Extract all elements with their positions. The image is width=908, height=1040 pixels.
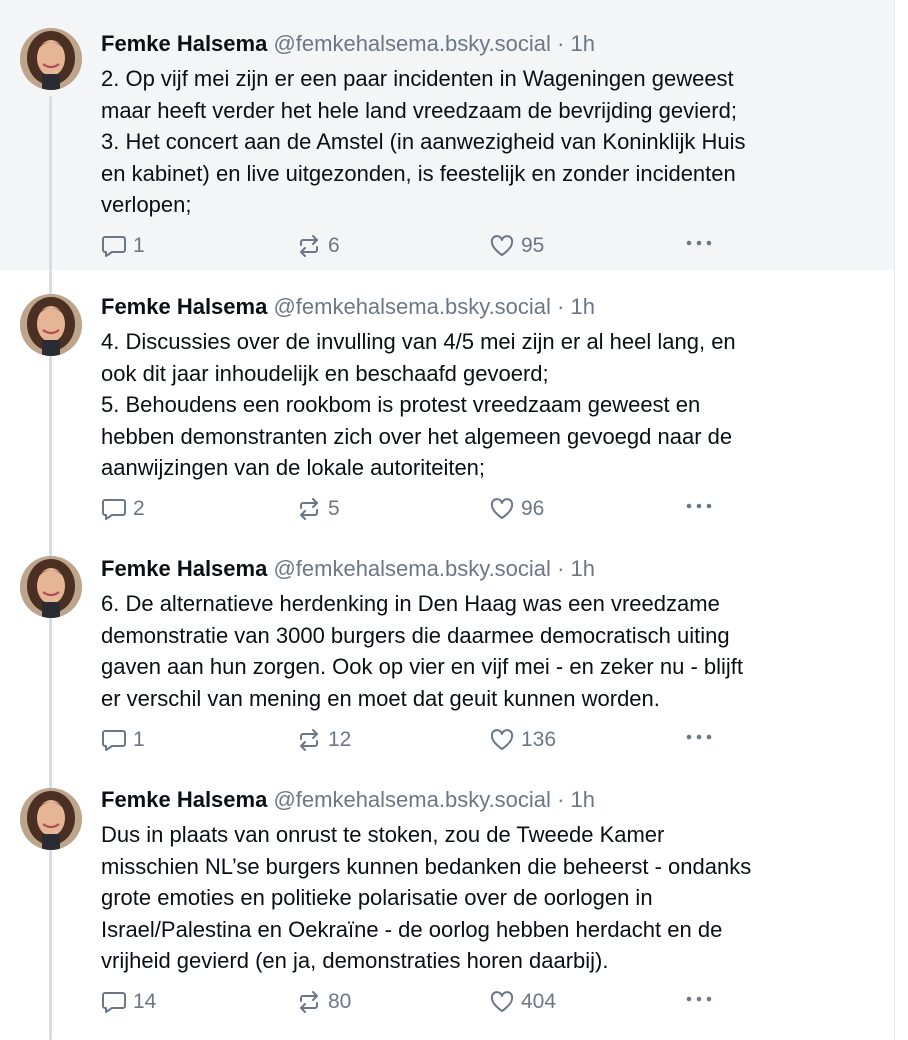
like-button[interactable] (489, 725, 556, 755)
post-header (101, 555, 595, 583)
reply-icon (101, 497, 127, 521)
post-text: 4. Discussies over de invulling van 4/5 mei zijn er al heel lang, en ook dit jaar inhoudelijk en beschaafd gevoerd; 5. Behoudens een rookbom is protest vreedzaam geweest en hebben demonstranten zich over het algemeen gevoegd naar de aanwijzingen van de lokale autoriteiten; (101, 329, 736, 480)
more-options-button[interactable] (684, 231, 714, 255)
author-name[interactable]: Femke Halsema (101, 294, 268, 319)
post-actions (101, 494, 721, 524)
like-button[interactable] (489, 987, 556, 1017)
repost-icon (296, 990, 322, 1014)
avatar-image (20, 294, 82, 356)
repost-count: 5 (328, 497, 340, 520)
post-actions (101, 987, 721, 1017)
post[interactable] (0, 532, 894, 764)
avatar[interactable] (20, 556, 82, 618)
repost-button[interactable] (296, 494, 340, 524)
more-options-button[interactable] (684, 494, 714, 518)
separator-dot: · (557, 294, 565, 319)
post-header (101, 786, 595, 814)
avatar-image (20, 788, 82, 850)
heart-icon (489, 728, 515, 752)
post-header (101, 293, 595, 321)
more-options-button[interactable] (684, 725, 714, 749)
repost-count: 12 (328, 728, 352, 751)
more-options-button[interactable] (684, 987, 714, 1011)
more-options-icon (684, 231, 714, 255)
reply-count: 1 (133, 234, 145, 257)
post-actions (101, 231, 721, 261)
reply-button[interactable] (101, 725, 145, 755)
repost-icon (296, 497, 322, 521)
post-text: 6. De alternatieve herdenking in Den Haag was een vreedzame demonstratie van 3000 burgers die daarmee democratisch uiting gaven aan hun zorgen. Ook op vier en vijf mei - en zeker nu - blijft er verschil van mening en moet dat geuit kunnen worden. (101, 591, 744, 711)
repost-button[interactable] (296, 987, 351, 1017)
like-count: 136 (521, 728, 557, 751)
repost-button[interactable] (296, 725, 351, 755)
repost-count: 80 (328, 990, 352, 1013)
post-header (101, 30, 595, 58)
avatar[interactable] (20, 294, 82, 356)
post-time[interactable]: 1h (570, 31, 595, 56)
like-button[interactable] (489, 231, 544, 261)
reply-icon (101, 234, 127, 258)
post-time[interactable]: 1h (570, 294, 595, 319)
author-name[interactable]: Femke Halsema (101, 31, 268, 56)
avatar-image (20, 28, 82, 90)
more-options-icon (684, 494, 714, 518)
like-count: 96 (521, 497, 545, 520)
reply-count: 1 (133, 728, 145, 751)
post-actions (101, 725, 721, 755)
author-handle[interactable]: @femkehalsema.bsky.social (273, 294, 551, 319)
separator-dot: · (557, 31, 565, 56)
avatar[interactable] (20, 788, 82, 850)
repost-count: 6 (328, 234, 340, 257)
heart-icon (489, 990, 515, 1014)
separator-dot: · (557, 556, 565, 581)
repost-icon (296, 728, 322, 752)
author-handle[interactable]: @femkehalsema.bsky.social (273, 556, 551, 581)
avatar-image (20, 556, 82, 618)
reply-button[interactable] (101, 987, 156, 1017)
post[interactable] (0, 270, 894, 532)
reply-count: 2 (133, 497, 145, 520)
reply-button[interactable] (101, 231, 145, 261)
more-options-icon (684, 987, 714, 1011)
post[interactable] (0, 0, 894, 270)
post-text: 2. Op vijf mei zijn er een paar incidenten in Wageningen geweest maar heeft verder het hele land vreedzaam de bevrijding gevierd; 3. Het concert aan de Amstel (in aanwezigheid van Koninklijk Huis en kabinet) en live uitgezonden, is feestelijk en zonder incidenten verlopen; (101, 66, 746, 217)
like-button[interactable] (489, 494, 544, 524)
heart-icon (489, 497, 515, 521)
reply-icon (101, 728, 127, 752)
avatar[interactable] (20, 28, 82, 90)
like-count: 95 (521, 234, 545, 257)
author-name[interactable]: Femke Halsema (101, 556, 268, 581)
author-handle[interactable]: @femkehalsema.bsky.social (273, 787, 551, 812)
post-time[interactable]: 1h (570, 556, 595, 581)
post[interactable] (0, 764, 894, 1040)
more-options-icon (684, 725, 714, 749)
repost-button[interactable] (296, 231, 340, 261)
reply-icon (101, 990, 127, 1014)
reply-button[interactable] (101, 494, 145, 524)
reply-count: 14 (133, 990, 157, 1013)
author-handle[interactable]: @femkehalsema.bsky.social (273, 31, 551, 56)
separator-dot: · (557, 787, 565, 812)
post-time[interactable]: 1h (570, 787, 595, 812)
thread-line (49, 96, 52, 270)
post-text: Dus in plaats van onrust te stoken, zou de Tweede Kamer misschien NL’se burgers kunnen bedanken die beheerst - ondanks grote emoties en politieke polarisatie over de oorlogen in Israel/Palestina en Oekraïne - de oorlog hebben herdacht en de vrijheid gevierd (en ja, demonstraties horen daarbij). (101, 822, 752, 973)
heart-icon (489, 234, 515, 258)
author-name[interactable]: Femke Halsema (101, 787, 268, 812)
like-count: 404 (521, 990, 557, 1013)
repost-icon (296, 234, 322, 258)
